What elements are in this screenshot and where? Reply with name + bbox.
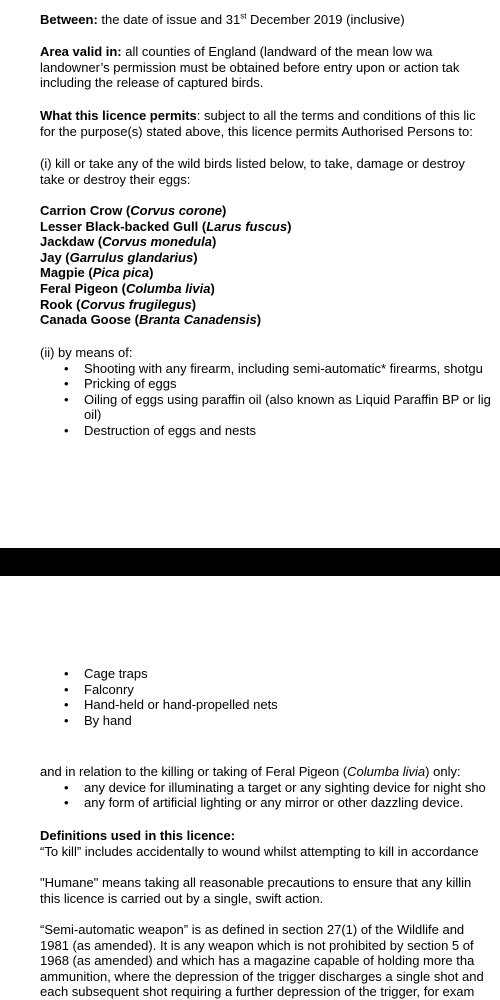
list-item: • Destruction of eggs and nests <box>64 422 256 438</box>
list-item: • Falconry <box>64 681 134 697</box>
permits-label: What this licence permits <box>40 108 197 123</box>
list-item: • By hand <box>64 712 132 728</box>
bullet-icon: • <box>64 422 69 438</box>
list-item: • Shooting with any firearm, including semi-automatic* firearms, shotgu <box>64 360 483 376</box>
definition-kill: “To kill” includes accidentally to wound whilst attempting to kill in accordance <box>40 843 479 859</box>
pigeon-section <box>40 764 500 811</box>
bullet-icon: • <box>64 666 69 681</box>
part-ii-section <box>40 345 500 439</box>
between-text: the date of issue and 31 <box>97 12 241 27</box>
part-ii-label: (ii) by means of: <box>40 345 133 360</box>
permits-line-2: for the purpose(s) stated above, this licence permits Authorised Persons to: <box>40 123 473 139</box>
species-item: Lesser Black-backed Gull (Larus fuscus) <box>40 218 292 234</box>
methods-section <box>40 666 500 728</box>
species-item: Canada Goose (Branta Canadensis) <box>40 312 262 328</box>
document-page-2 <box>0 576 500 1000</box>
species-item: Carrion Crow (Corvus corone) <box>40 203 227 218</box>
part-i-line-2: take or destroy their eggs: <box>40 171 191 187</box>
definition-semi-automatic <box>40 922 500 1000</box>
species-list <box>40 203 500 328</box>
species-item: Magpie (Pica pica) <box>40 265 154 281</box>
definition-semi-line: 1981 (as amended). It is any weapon which is not prohibited by section 5 of <box>40 937 474 953</box>
list-item: • Oiling of eggs using paraffin oil (also known as Liquid Paraffin BP or lig oil) <box>64 391 491 423</box>
area-line-3: including the release of captured birds. <box>40 75 264 91</box>
bullet-icon: • <box>64 360 69 376</box>
definition-humane <box>40 875 500 906</box>
definition-semi-line: each subsequent shot requiring a further depression of the trigger, for exam <box>40 984 475 1000</box>
pigeon-intro-post: ) only: <box>425 764 461 779</box>
pigeon-intro-latin: Columba livia <box>347 764 426 779</box>
definition-humane-line-1: "Humane" means taking all reasonable precautions to ensure that any killin <box>40 875 472 890</box>
bullet-icon: • <box>64 712 69 728</box>
species-item: Rook (Corvus frugilegus) <box>40 296 197 312</box>
part-i-section <box>40 156 500 187</box>
area-line-2: landowner’s permission must be obtained before entry upon or action tak <box>40 59 460 75</box>
bullet-icon: • <box>64 795 69 811</box>
area-label: Area valid in: <box>40 44 122 59</box>
list-item: • Pricking of eggs <box>64 376 177 392</box>
definition-semi-line: ammunition, where the depression of the trigger discharges a single shot and <box>40 968 484 984</box>
list-item: • Hand-held or hand-propelled nets <box>64 697 278 713</box>
definitions-section <box>40 828 500 859</box>
bullet-icon: • <box>64 779 69 795</box>
area-valid-section <box>40 44 500 91</box>
definition-semi-line: 1968 (as amended) and which has a magazine capable of holding more tha <box>40 953 475 969</box>
means-list <box>40 361 500 439</box>
species-item: Jay (Garrulus glandarius) <box>40 249 198 265</box>
between-superscript: st <box>240 11 247 21</box>
permits-section <box>40 108 500 139</box>
bullet-icon: • <box>64 697 69 713</box>
part-i-line-1: (i) kill or take any of the wild birds listed below, to take, damage or destroy <box>40 156 465 171</box>
species-item: Feral Pigeon (Columba livia) <box>40 280 215 296</box>
definition-humane-line-2: this licence is carried out by a single, swift action. <box>40 890 324 906</box>
methods-list <box>40 666 500 728</box>
permits-line-1: : subject to all the terms and conditions of this lic <box>196 108 476 123</box>
definition-semi-line: “Semi-automatic weapon” is as defined in section 27(1) of the Wildlife and <box>40 922 465 937</box>
list-item: • Cage traps <box>64 666 148 681</box>
definitions-heading: Definitions used in this licence: <box>40 828 236 843</box>
validity-period <box>40 12 500 28</box>
page-break-divider <box>0 548 500 576</box>
list-item: • any device for illuminating a target or any sighting device for night sho <box>64 779 486 795</box>
area-line-1: all counties of England (landward of the mean low wa <box>121 44 433 59</box>
list-item: • any form of artificial lighting or any mirror or other dazzling device. <box>64 795 464 811</box>
between-label: Between: <box>40 12 98 27</box>
pigeon-methods-list <box>40 780 500 811</box>
between-tail: December 2019 (inclusive) <box>246 12 405 27</box>
bullet-icon: • <box>64 681 69 697</box>
bullet-icon: • <box>64 391 69 407</box>
bullet-icon: • <box>64 376 69 392</box>
species-item: Jackdaw (Corvus monedula) <box>40 234 217 250</box>
pigeon-intro-pre: and in relation to the killing or taking of Feral Pigeon ( <box>40 764 348 779</box>
